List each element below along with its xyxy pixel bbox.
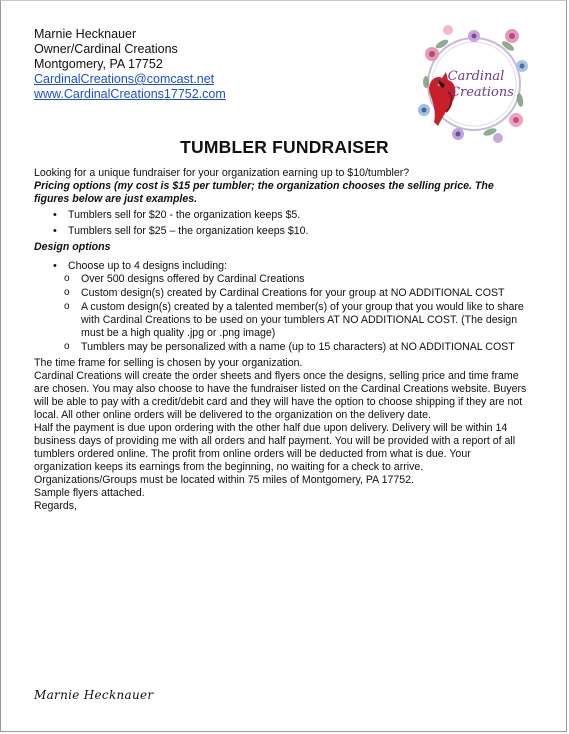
sender-role: Owner/Cardinal Creations [34, 42, 178, 56]
payment-paragraph: Half the payment is due upon ordering with the other half due upon delivery. Delivery will be within 14 business days of providing me with all orders and half payment. You will be provided with a report of all tumblers ordered online. The profit from online orders will be deducted from what is due. Your organization keeps its earnings from the beginning, no waiting for a check to arrive. [34, 422, 516, 473]
cardinal-creations-logo [412, 22, 536, 146]
orders-paragraph: Cardinal Creations will create the order sheets and flyers once the designs, selling price and time frame are chosen. You may also choose to have the fundraiser listed on the Cardinal Creations website. Buyers will be able to pay with a credit/debit card and they will have the option to choose shipping if they are not local. All other online orders will be delivered to the organization on the delivery date. [34, 370, 527, 421]
page-title: TUMBLER FUNDRAISER [180, 137, 389, 157]
sender-name: Marnie Hecknauer [34, 27, 137, 41]
list-item: o Tumblers may be personalized with a name (up to 15 characters) at NO ADDITIONAL COST [81, 341, 530, 354]
design-list [34, 260, 530, 354]
pricing-heading: Pricing options (my cost is $15 per tumbler; the organization chooses the selling price. The figures below are just examples. [34, 180, 494, 205]
logo-text-line1: Cardinal [447, 69, 505, 84]
flyers-paragraph: Sample flyers attached. [34, 487, 145, 499]
logo-text-line2: Creations [450, 85, 514, 100]
website-link[interactable]: www.CardinalCreations17752.com [34, 87, 226, 101]
email-link[interactable]: CardinalCreations@comcast.net [34, 72, 215, 86]
intro-paragraph: Looking for a unique fundraiser for your organization earning up to $10/tumbler? [34, 167, 410, 179]
design-item-label: Choose up to 4 designs including: [68, 260, 228, 272]
design-heading: Design options [34, 241, 111, 253]
design-sublist [68, 273, 530, 354]
location-paragraph: Organizations/Groups must be located within 75 miles of Montgomery, PA 17752. [34, 474, 414, 486]
list-item [68, 260, 530, 354]
timeframe-paragraph: The time frame for selling is chosen by your organization. [34, 357, 303, 369]
list-item: • Tumblers sell for $25 – the organization keeps $10. [68, 225, 530, 238]
sender-location: Montgomery, PA 17752 [34, 57, 163, 71]
letterhead [34, 27, 226, 102]
list-item: • Tumblers sell for $20 - the organization keeps $5. [68, 209, 530, 222]
letter-body [34, 167, 530, 513]
pricing-list [34, 209, 530, 238]
list-item: o A custom design(s) created by a talented member(s) of your group that you would like to share with Cardinal Creations to be used on your tumblers AT NO ADDITIONAL COST. (The design must be a high quality .jpg or .png image) [81, 301, 530, 340]
list-item: o Over 500 designs offered by Cardinal Creations [81, 273, 530, 286]
signature: Marnie Hecknauer [34, 688, 154, 702]
list-item: o Custom design(s) created by Cardinal Creations for your group at NO ADDITIONAL COST [81, 287, 530, 300]
regards-text: Regards, [34, 500, 77, 512]
